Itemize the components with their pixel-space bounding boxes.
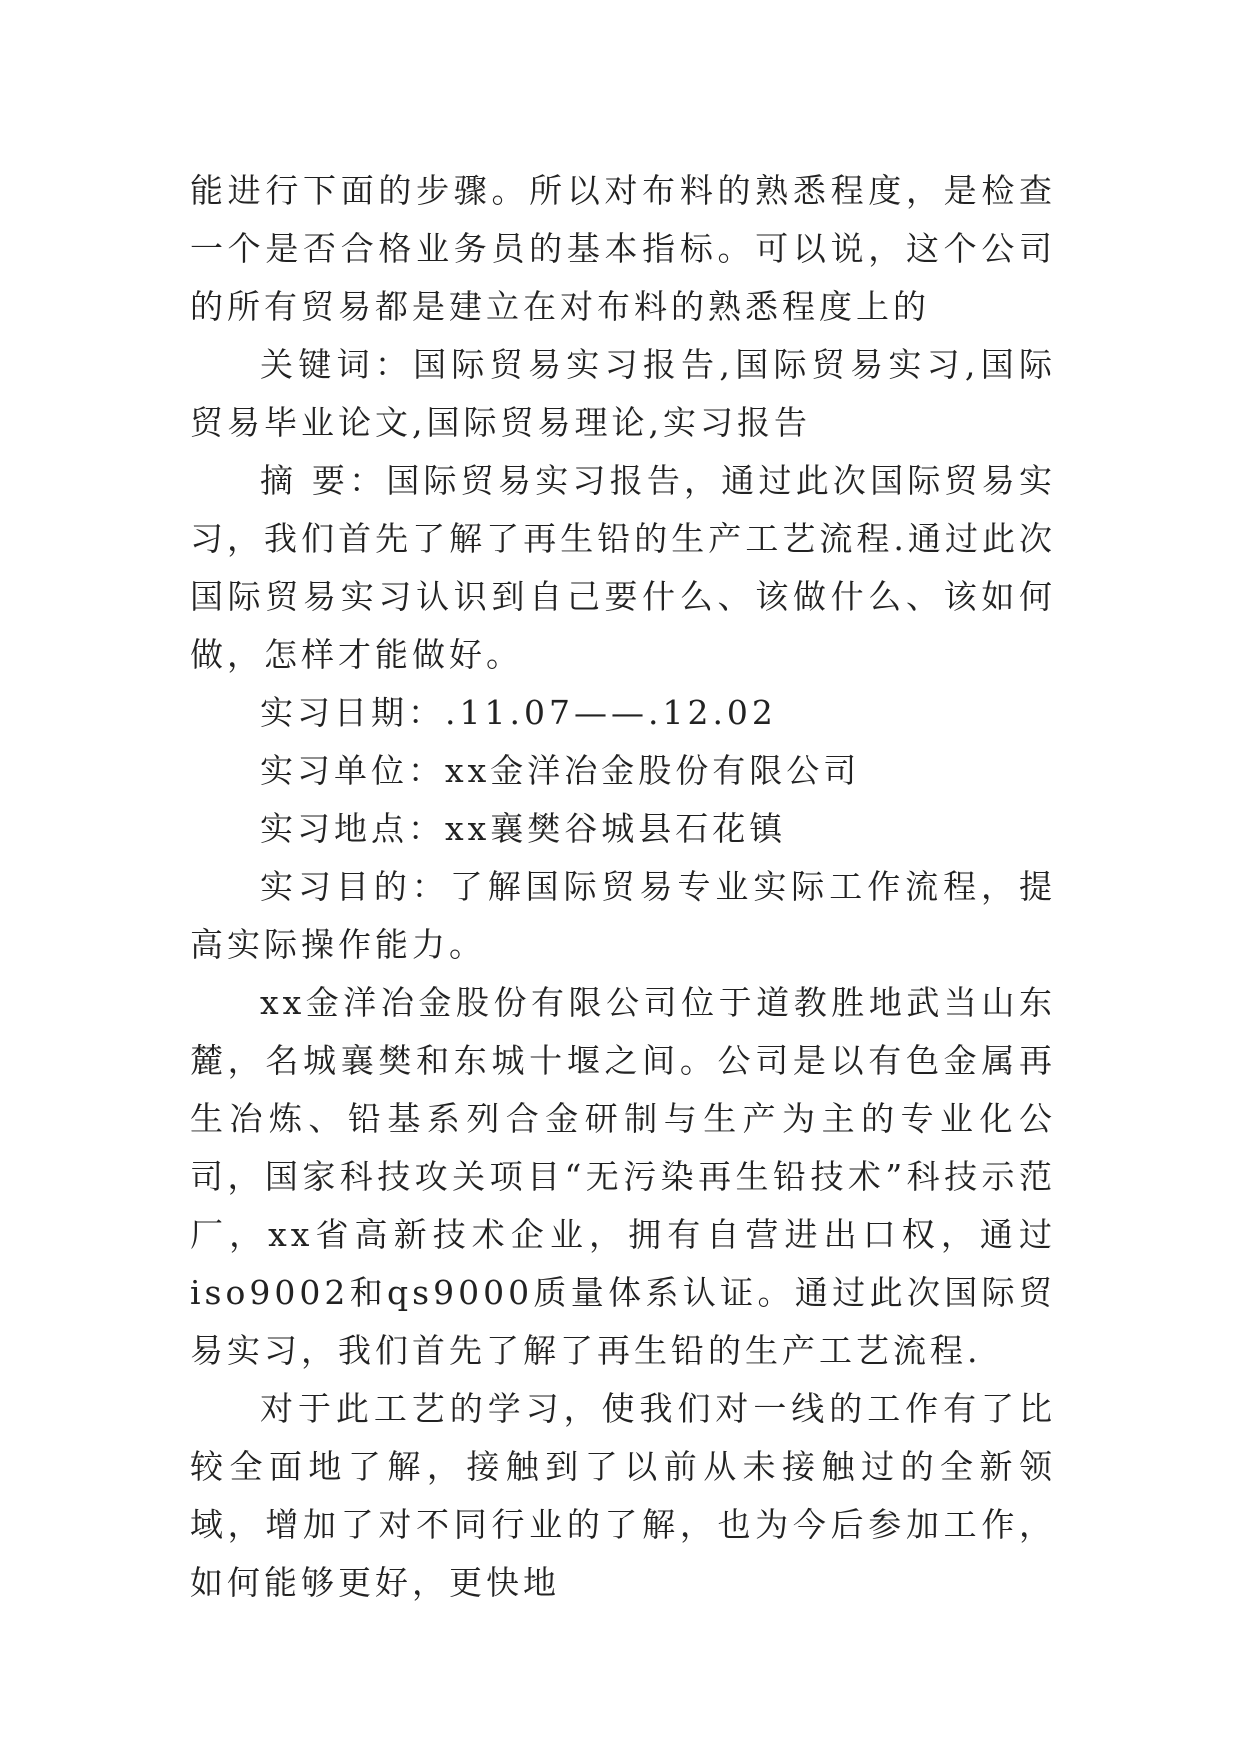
paragraph-abstract: 摘 要：国际贸易实习报告，通过此次国际贸易实习，我们首先了解了再生铅的生产工艺流程.通过此次国际贸易实习认识到自己要什么、该做什么、该如何做，怎样才能做好。 — [190, 461, 1056, 674]
paragraph-internship-date: 实习日期：.11.07——.12.02 — [260, 693, 777, 732]
document-body — [190, 162, 1056, 1612]
paragraph-internship-location: 实习地点：xx襄樊谷城县石花镇 — [260, 809, 787, 848]
paragraph-keywords: 关键词：国际贸易实习报告,国际贸易实习,国际贸易毕业论文,国际贸易理论,实习报告 — [190, 345, 1056, 442]
paragraph-continuation: 能进行下面的步骤。所以对布料的熟悉程度，是检查一个是否合格业务员的基本指标。可以说，这个公司的所有贸易都是建立在对布料的熟悉程度上的 — [190, 171, 1056, 326]
paragraph-internship-purpose: 实习目的：了解国际贸易专业实际工作流程，提高实际操作能力。 — [190, 867, 1056, 964]
paragraph-internship-unit: 实习单位：xx金洋冶金股份有限公司 — [260, 751, 861, 790]
paragraph-learning: 对于此工艺的学习，使我们对一线的工作有了比较全面地了解，接触到了以前从未接触过的全新领域，增加了对不同行业的了解，也为今后参加工作，如何能够更好，更快地 — [190, 1389, 1056, 1602]
paragraph-company-intro: xx金洋冶金股份有限公司位于道教胜地武当山东麓，名城襄樊和东城十堰之间。公司是以有色金属再生冶炼、铅基系列合金研制与生产为主的专业化公司，国家科技攻关项目“无污染再生铅技术”科技示范厂，xx省高新技术企业，拥有自营进出口权，通过iso9002和qs9000质量体系认证。通过此次国际贸易实习，我们首先了解了再生铅的生产工艺流程. — [190, 983, 1056, 1370]
